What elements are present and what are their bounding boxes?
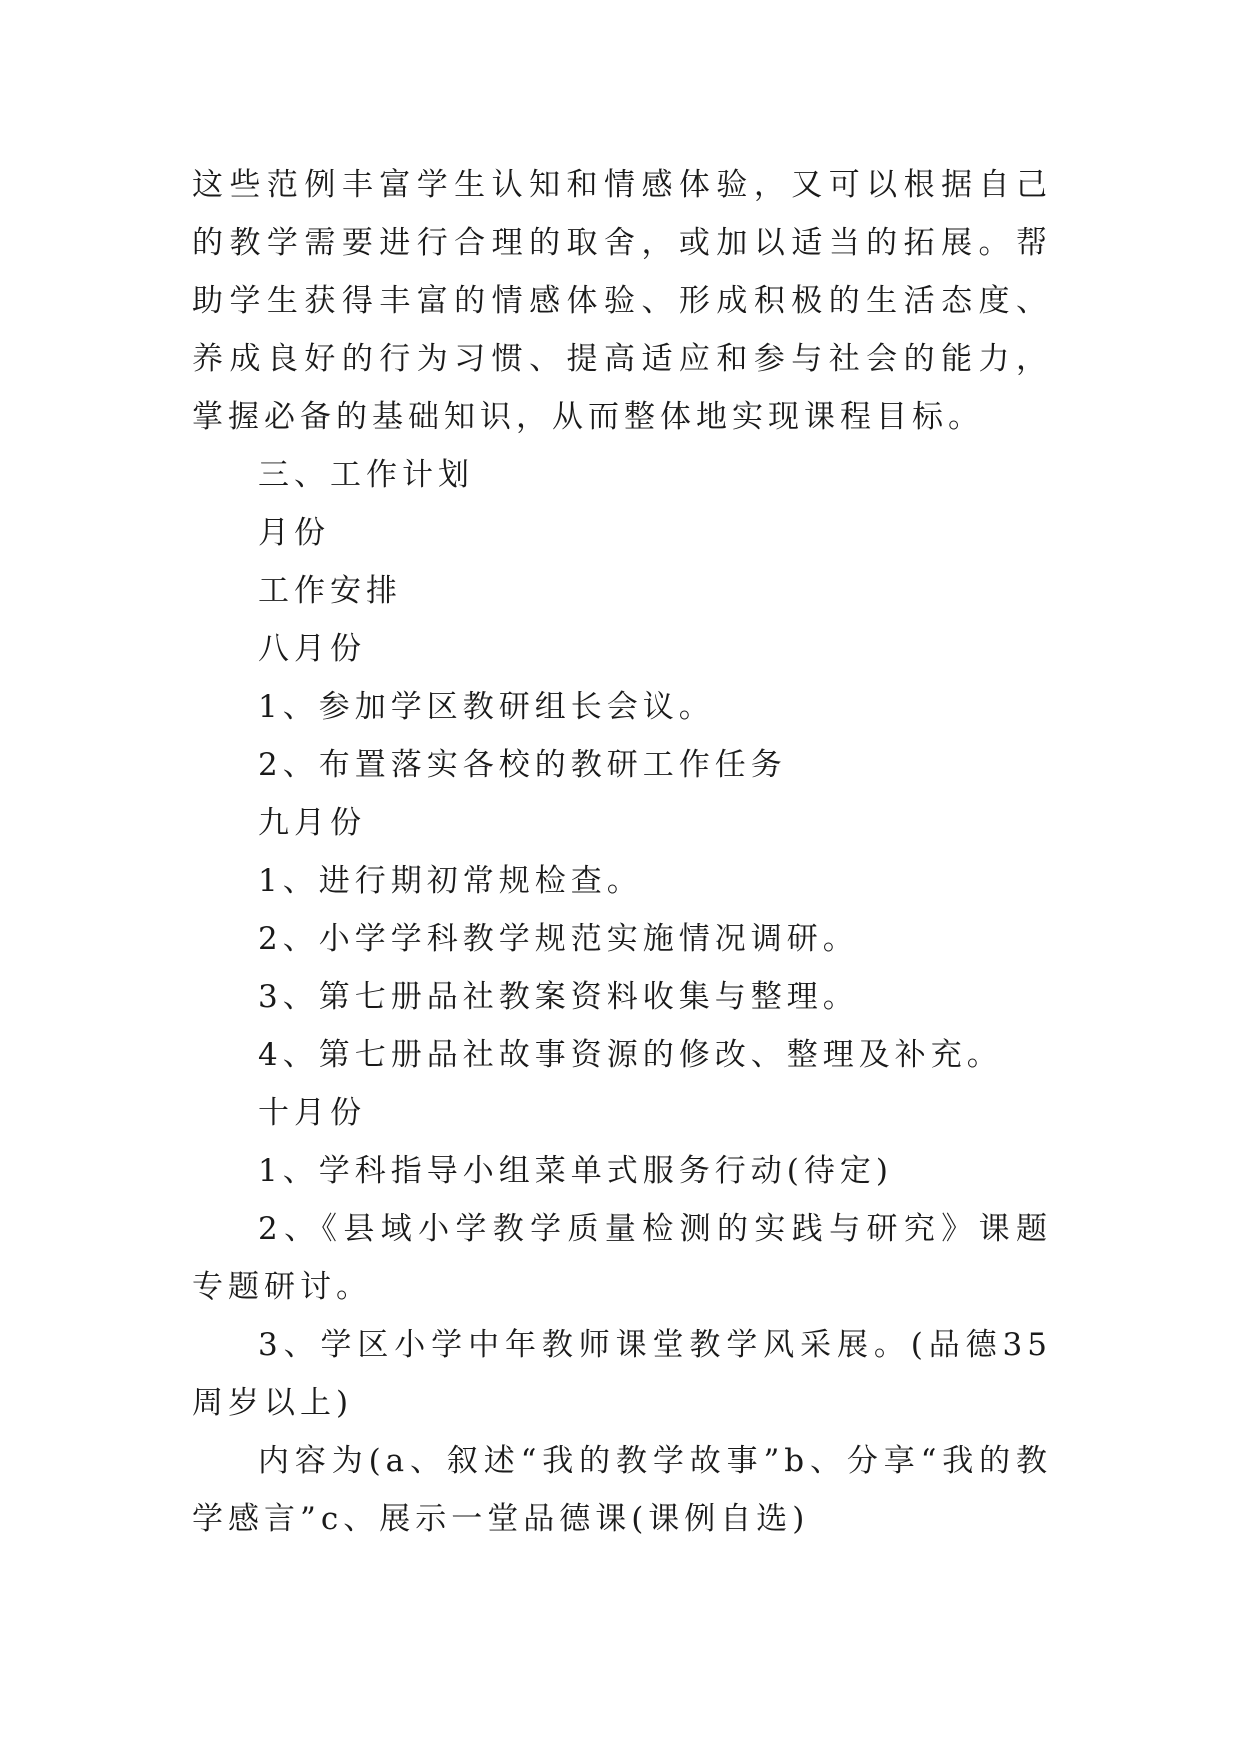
september-item-3: 3、第七册品社教案资料收集与整理。	[258, 979, 859, 1015]
september-item-4: 4、第七册品社故事资源的修改、整理及补充。	[258, 1037, 1003, 1073]
label-month: 月份	[258, 515, 330, 551]
october-item-3-content: 内容为(a、叙述“我的教学故事”b、分享“我的教学感言”c、展示一堂品德课(课例自选)	[192, 1443, 1052, 1537]
month-heading-october: 十月份	[258, 1095, 366, 1131]
section-heading-work-plan: 三、工作计划	[258, 457, 474, 493]
october-item-2: 2、《县域小学教学质量检测的实践与研究》课题专题研讨。	[192, 1211, 1052, 1305]
document-body	[192, 156, 1052, 1548]
paragraph-intro: 这些范例丰富学生认知和情感体验，又可以根据自己的教学需要进行合理的取舍，或加以适当的拓展。帮助学生获得丰富的情感体验、形成积极的生活态度、养成良好的行为习惯、提高适应和参与社会的能力，掌握必备的基础知识，从而整体地实现课程目标。	[192, 167, 1052, 435]
august-item-1: 1、参加学区教研组长会议。	[258, 689, 715, 725]
october-item-3: 3、学区小学中年教师课堂教学风采展。(品德35周岁以上)	[192, 1327, 1052, 1421]
august-item-2: 2、布置落实各校的教研工作任务	[258, 747, 787, 783]
month-heading-august: 八月份	[258, 631, 366, 667]
september-item-1: 1、进行期初常规检查。	[258, 863, 643, 899]
month-heading-september: 九月份	[258, 805, 366, 841]
label-work-arrangement: 工作安排	[258, 573, 402, 609]
september-item-2: 2、小学学科教学规范实施情况调研。	[258, 921, 859, 957]
october-item-1: 1、学科指导小组菜单式服务行动(待定)	[258, 1153, 893, 1189]
